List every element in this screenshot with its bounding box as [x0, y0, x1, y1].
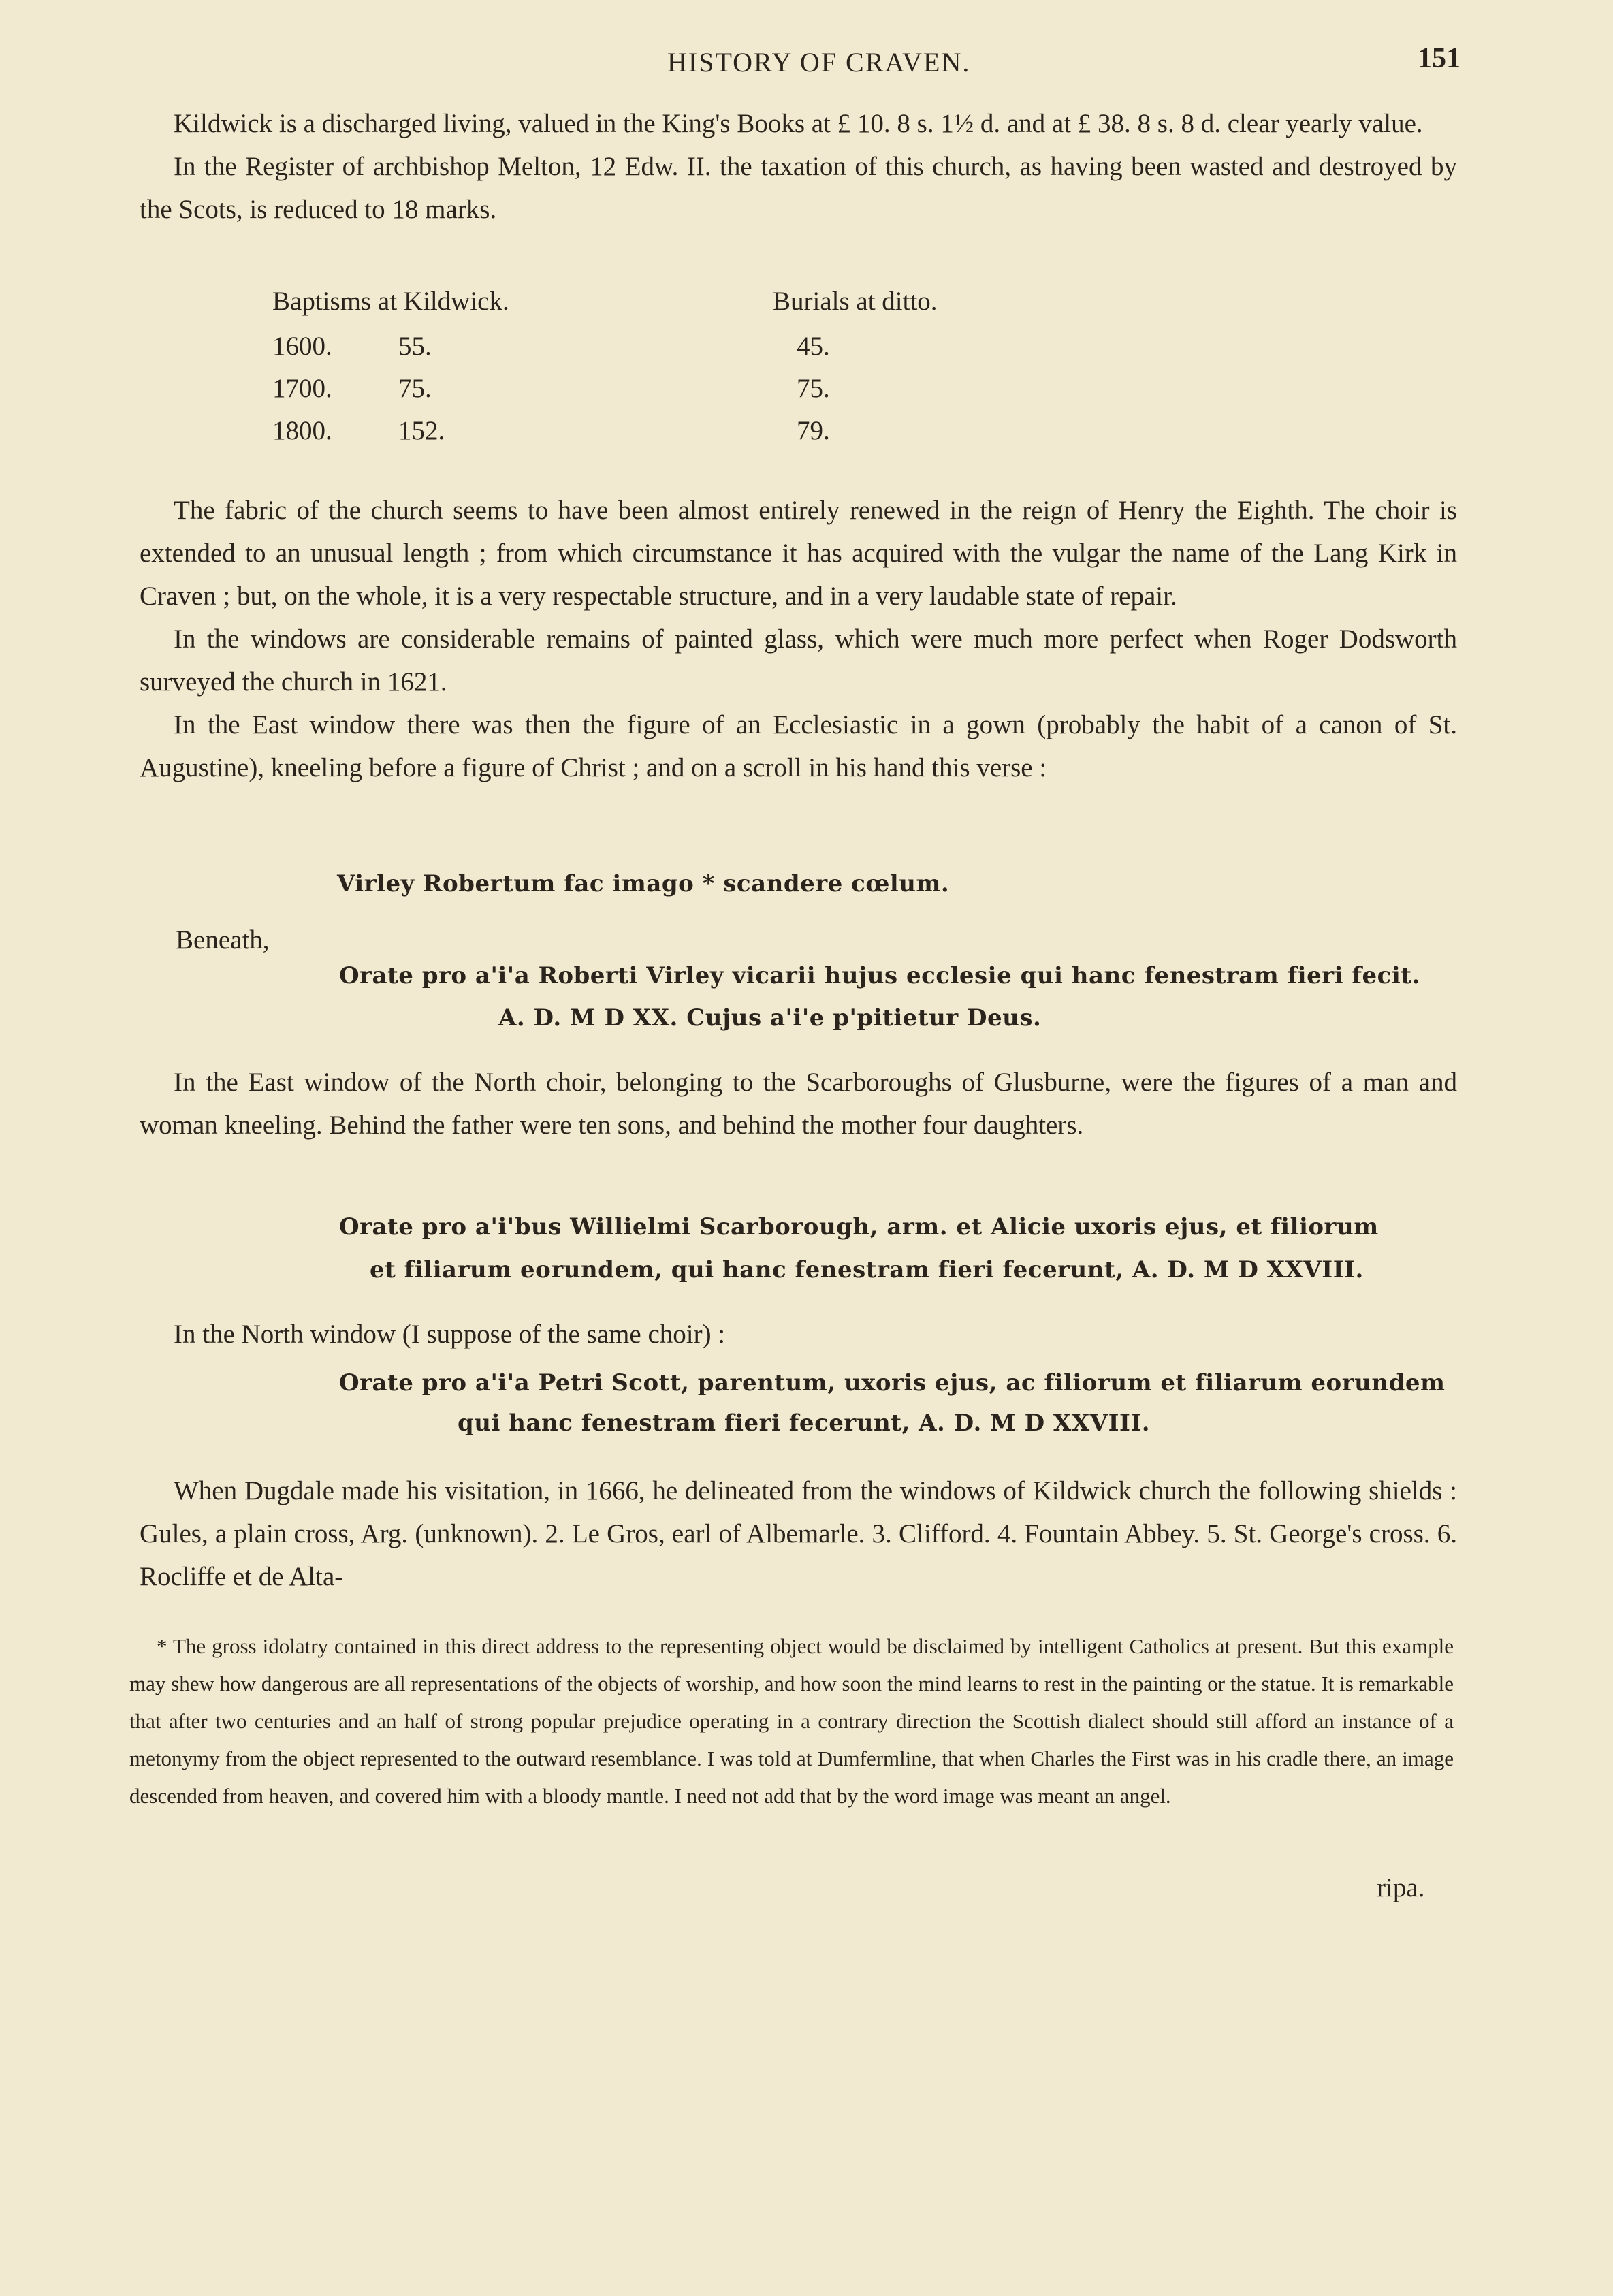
- page-number: 151: [1418, 43, 1460, 74]
- burials-count: 75.: [797, 374, 830, 403]
- paragraph-east-window: In the East window there was then the figure of an Ecclesiastic in a gown (probably the habit of a canon of St. Augustine), kneeling before a figure of Christ ; and on a scroll in his hand this verse :: [140, 710, 1457, 782]
- burials-count: 79.: [797, 416, 830, 445]
- paragraph-living-value: Kildwick is a discharged living, valued in the King's Books at £ 10. 8 s. 1½ d. and at £ 38. 8 s. 8 d. clear yearly value.: [174, 109, 1423, 138]
- inscription-virley-line1: Orate pro a'i'a Roberti Virley vicarii hujus ecclesie qui hanc fenestram fieri fecit.: [339, 962, 1420, 989]
- inscription-scarborough-line1: Orate pro a'i'bus Willielmi Scarborough, arm. et Alicie uxoris ejus, et filiorum: [339, 1213, 1379, 1241]
- paragraph-painted-glass: In the windows are considerable remains of painted glass, which were much more perfect when Roger Dodsworth surveyed the church in 1621.: [140, 624, 1457, 697]
- north-window-section: [140, 1313, 1457, 1356]
- baptisms-count: 152.: [398, 416, 445, 445]
- inscription-virley-line2: A. D. M D XX. Cujus a'i'e p'pitietur Deus.: [498, 1004, 1042, 1032]
- inscription-scott-line1: Orate pro a'i'a Petri Scott, parentum, uxoris ejus, ac filiorum et filiarum eorundem: [339, 1369, 1446, 1397]
- burials-count: 45.: [797, 332, 830, 361]
- inscription-scott-line2: qui hanc fenestram fieri fecerunt, A. D. M D XXVIII.: [458, 1409, 1151, 1437]
- baptisms-heading: Baptisms at Kildwick.: [272, 287, 509, 316]
- paragraph-dugdale: When Dugdale made his visitation, in 1666, he delineated from the windows of Kildwick church the following shields : Gules, a plain cross, Arg. (unknown). 2. Le Gros, earl of Albemarle. 3. Clifford. 4. Fountain Abbey. 5. St. George's cross. 6. Rocliffe et de Alta-: [140, 1476, 1457, 1591]
- paragraph-melton-register: In the Register of archbishop Melton, 12 Edw. II. the taxation of this church, as having been wasted and destroyed by the Scots, is reduced to 18 marks.: [140, 152, 1457, 224]
- footnote: [129, 1627, 1454, 1815]
- baptisms-count: 55.: [398, 332, 432, 361]
- register-year: 1600.: [272, 332, 332, 361]
- register-year: 1800.: [272, 416, 332, 445]
- inscription-scarborough-line2: et filiarum eorundem, qui hanc fenestram fieri fecerunt, A. D. M D XXVIII.: [370, 1256, 1364, 1283]
- register-year: 1700.: [272, 374, 332, 403]
- baptisms-count: 75.: [398, 374, 432, 403]
- beneath-label: Beneath,: [176, 925, 270, 955]
- dugdale-section: [140, 1469, 1457, 1598]
- catchword: ripa.: [1377, 1873, 1425, 1902]
- scroll-verse: Virley Robertum fac imago * scandere cœlum.: [337, 870, 950, 897]
- paragraph-fabric: The fabric of the church seems to have been almost entirely renewed in the reign of Henry the Eighth. The choir is extended to an unusual length ; from which circumstance it has acquired with the vulgar the name of the Lang Kirk in Craven ; but, on the whole, it is a very respectable structure, and in a very laudable state of repair.: [140, 496, 1457, 611]
- burials-heading: Burials at ditto.: [773, 287, 938, 316]
- running-title: HISTORY OF CRAVEN.: [667, 47, 971, 78]
- north-choir-section: [140, 1061, 1457, 1147]
- paragraph-north-choir: In the East window of the North choir, belonging to the Scarboroughs of Glusburne, were the figures of a man and woman kneeling. Behind the father were ten sons, and behind the mother four daughters.: [140, 1068, 1457, 1140]
- paragraph-north-window: In the North window (I suppose of the same choir) :: [174, 1320, 726, 1349]
- opening-paragraphs: [140, 102, 1457, 231]
- church-description: [140, 489, 1457, 789]
- footnote-text: * The gross idolatry contained in this direct address to the representing object would be disclaimed by intelligent Catholics at present. But this example may shew how dangerous are all representations of the objects of worship, and how soon the mind learns to rest in the painting or the statue. It is remarkable that after two centuries and an half of strong popular prejudice operating in a contrary direction the Scottish dialect should still afford an instance of a metonymy from the object represented to the outward resemblance. I was told at Dumfermline, that when Charles the First was in his cradle there, an image descended from heaven, and covered him with a bloody mantle. I need not add that by the word image was meant an angel.: [129, 1634, 1454, 1808]
